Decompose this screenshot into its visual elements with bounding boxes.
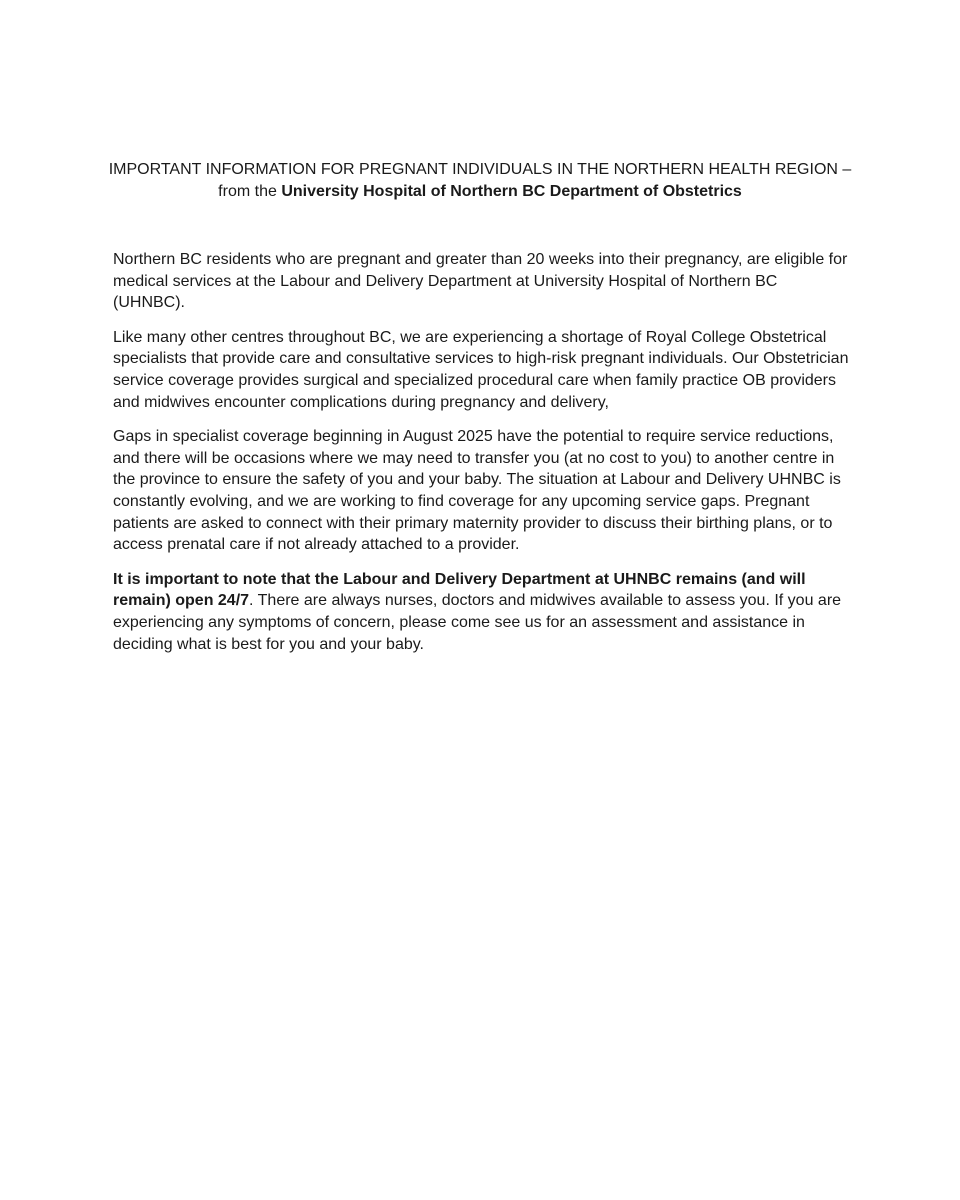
paragraph-eligibility: Northern BC residents who are pregnant and greater than 20 weeks into their pregnancy, are eligible for medical services at the Labour and Delivery Department at University Hospital of Northern BC (UHNBC).	[113, 251, 848, 312]
heading-plain-text: IMPORTANT INFORMATION FOR PREGNANT INDIVIDUALS IN THE NORTHERN HEALTH REGION – from the	[108, 161, 852, 200]
document-heading	[100, 159, 860, 203]
document-body	[113, 249, 853, 668]
open-notice-bold: It is important to note that the Labour and Delivery Department at UHNBC remains (and will remain) open 24/7	[113, 570, 806, 610]
paragraph-coverage-gaps: Gaps in specialist coverage beginning in August 2025 have the potential to require service reductions, and there will be occasions where we may need to transfer you (at no cost to you) to another centre in the province to ensure the safety of you and your baby. The situation at Labour and Delivery UHNBC is constantly evolving, and we are working to find coverage for any upcoming service gaps. Pregnant patients are asked to connect with their primary maternity provider to discuss their birthing plans, or to access prenatal care if not already attached to a provider.	[113, 428, 841, 554]
paragraph-open-notice	[113, 569, 853, 655]
paragraph-shortage: Like many other centres throughout BC, we are experiencing a shortage of Royal College Obstetrical specialists that provide care and consultative services to high-risk pregnant individuals. Our Obstetrician service coverage provides surgical and specialized procedural care when family practice OB providers and midwives encounter complications during pregnancy and delivery,	[113, 328, 849, 411]
open-notice-rest: . There are always nurses, doctors and midwives available to assess you. If you are experiencing any symptoms of concern, please come see us for an assessment and assistance in deciding what is best for you and your baby.	[113, 592, 842, 653]
heading-bold-text: University Hospital of Northern BC Department of Obstetrics	[281, 183, 742, 200]
